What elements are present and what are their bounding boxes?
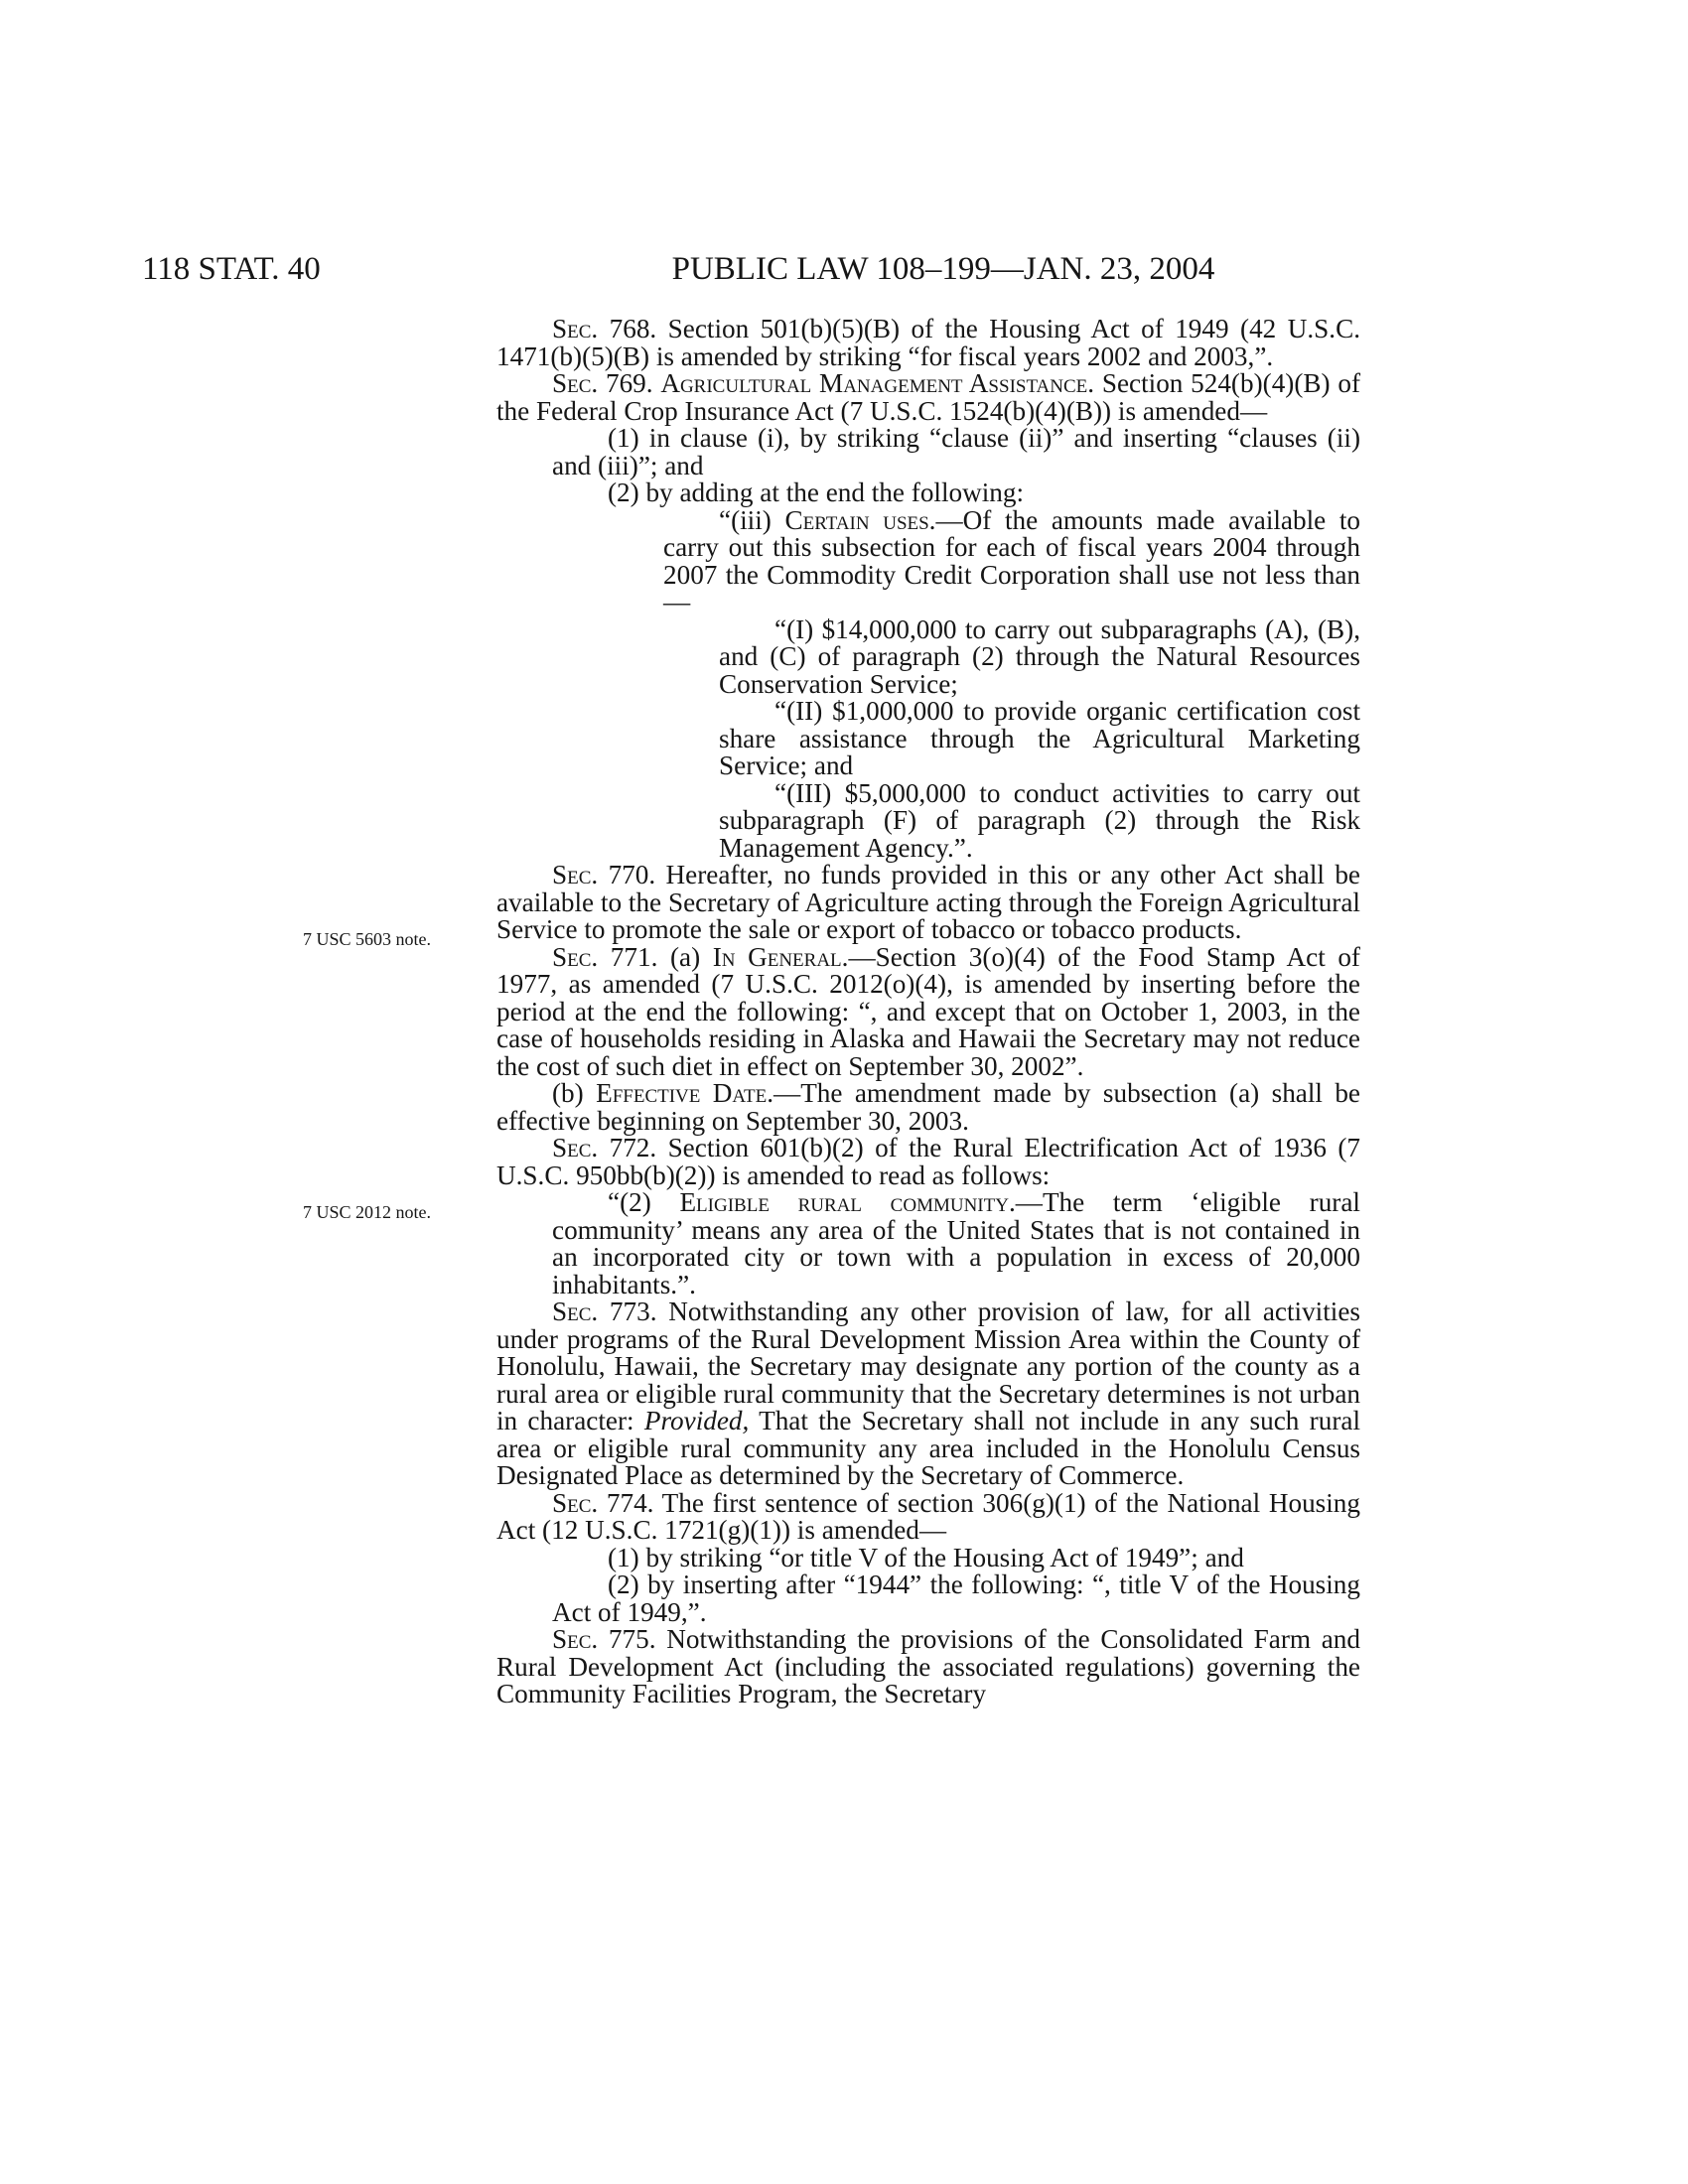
section-774: Sec. 774. The first sentence of section 306(g)(1) of the National Housing Act (12 U.S.C. 1721(g)(1)) is amended— [496, 1487, 1360, 1545]
section-775: Sec. 775. Notwithstanding the provisions of the Consolidated Farm and Rural Development Act (including the associated regulations) governing the Community Facilities Program, the Secretary [496, 1624, 1360, 1708]
section-772-quoted: “(2) Eligible rural community.—The term ‘eligible rural community’ means any area of the United States that is not contained in an incorporated city or town with a population in excess of 20,000 inhabitants.”. [552, 1187, 1360, 1299]
section-769-para-2: (2) by adding at the end the following: [608, 478, 1025, 507]
section-770: Sec. 770. Hereafter, no funds provided in this or any other Act shall be available to the Secretary of Agriculture acting through the Foreign Agricultural Service to promote the sale or export of tobacco or tobacco products. [496, 860, 1360, 944]
section-771b: (b) Effective Date.—The amendment made by subsection (a) shall be effective beginning on September 30, 2003. [496, 1078, 1360, 1136]
margin-note-5603: 7 USC 5603 note. [303, 929, 432, 949]
section-769-subclause-II: “(II) $1,000,000 to provide organic certification cost share assistance through the Agricultural Marketing Service; and [719, 696, 1360, 780]
margin-note-2012: 7 USC 2012 note. [303, 1202, 432, 1222]
section-769-subclause-I: “(I) $14,000,000 to carry out subparagraphs (A), (B), and (C) of paragraph (2) through the Natural Resources Conservation Service; [719, 614, 1360, 699]
section-773: Sec. 773. Notwithstanding any other provision of law, for all activities under programs of the Rural Development Mission Area within the County of Honolulu, Hawaii, the Secretary may designate any portion of the county as a rural area or eligible rural community that the Secretary determines is not urban in character: Provided, That the Secretary shall not include in any such rural area or eligible rural community any area included in the Honolulu Census Designated Place as determined by the Secretary of Commerce. [496, 1297, 1360, 1490]
section-769-subclause-III: “(III) $5,000,000 to conduct activities to carry out subparagraph (F) of paragraph (2) through the Risk Management Agency.”. [719, 777, 1360, 863]
section-772: Sec. 772. Section 601(b)(2) of the Rural Electrification Act of 1936 (7 U.S.C. 950bb(b)(2)) is amended to read as follows: [496, 1133, 1360, 1190]
section-768: Sec. 768. Section 501(b)(5)(B) of the Housing Act of 1949 (42 U.S.C. 1471(b)(5)(B) is amended by striking “for fiscal years 2002 and 2003,”. [496, 314, 1360, 371]
section-774-para-1: (1) by striking “or title V of the Housing Act of 1949”; and [608, 1542, 1244, 1572]
section-771a: Sec. 771. (a) In General.—Section 3(o)(4) of the Food Stamp Act of 1977, as amended (7 U.S.C. 2012(o)(4), is amended by inserting before the period at the end the following: “, and except that on October 1, 2003, in the case of households residing in Alaska and Hawaii the Secretary may not reduce the cost of such diet in effect on September 30, 2002”. [496, 941, 1360, 1081]
stat-page-number: 118 STAT. 40 [142, 251, 321, 287]
section-769-clause-iii: “(iii) Certain uses.—Of the amounts made available to carry out this subsection for each of fiscal years 2004 through 2007 the Commodity Credit Corporation shall use not less than— [663, 504, 1360, 616]
page-title: PUBLIC LAW 108–199—JAN. 23, 2004 [671, 251, 1215, 287]
document-body [496, 316, 1360, 1708]
section-769: Sec. 769. Agricultural Management Assistance. Section 524(b)(4)(B) of the Federal Crop Insurance Act (7 U.S.C. 1524(b)(4)(B)) is amended— [496, 368, 1360, 426]
section-769-para-1: (1) in clause (i), by striking “clause (ii)” and inserting “clauses (ii) and (iii)”; and [552, 423, 1360, 480]
section-774-para-2: (2) by inserting after “1944” the following: “, title V of the Housing Act of 1949,”. [552, 1570, 1360, 1627]
